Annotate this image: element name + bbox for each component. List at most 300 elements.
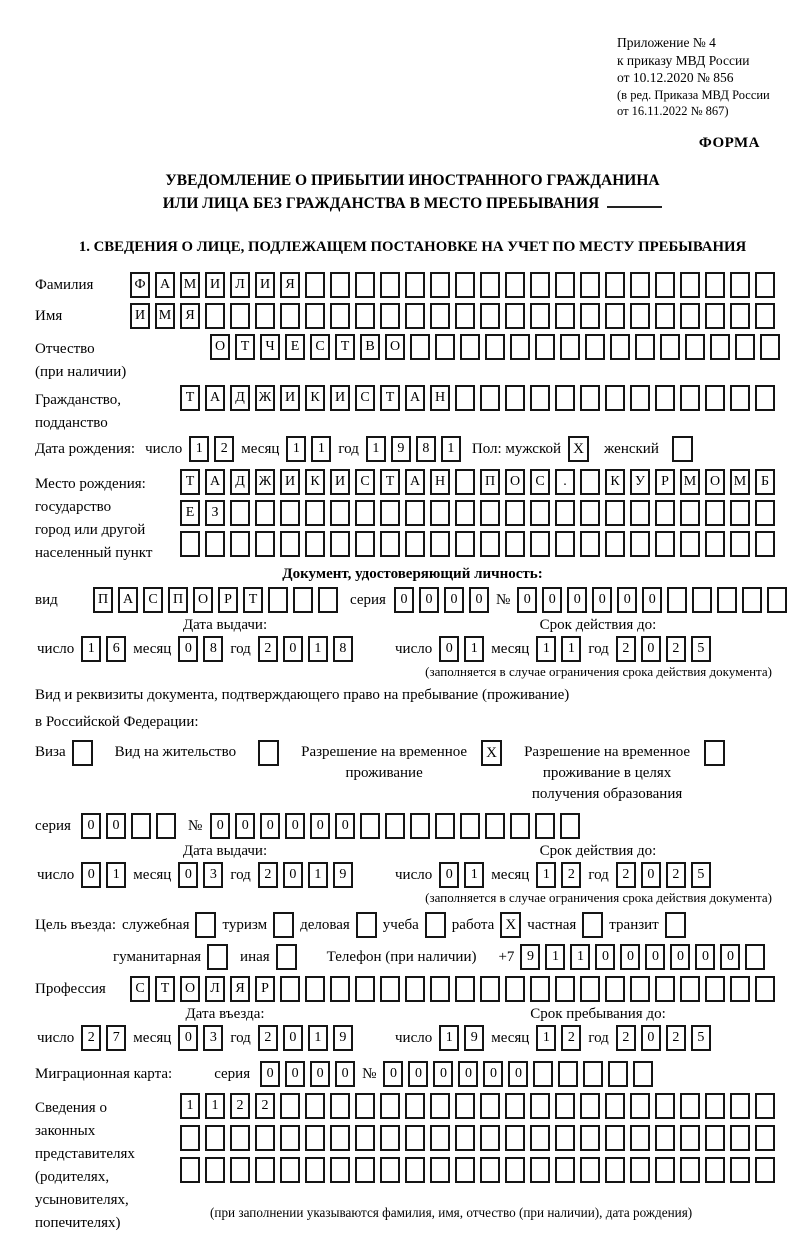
char-box[interactable] (660, 334, 680, 360)
char-box[interactable]: 1 (561, 636, 581, 662)
char-box[interactable]: С (355, 385, 375, 411)
char-box[interactable] (255, 500, 275, 526)
char-box[interactable] (230, 531, 250, 557)
char-box[interactable] (680, 385, 700, 411)
char-box[interactable] (655, 1093, 675, 1119)
char-box[interactable] (655, 1157, 675, 1183)
char-box[interactable] (555, 272, 575, 298)
char-box[interactable] (180, 531, 200, 557)
char-box[interactable]: 1 (570, 944, 590, 970)
char-box[interactable] (530, 272, 550, 298)
char-box[interactable]: 0 (592, 587, 612, 613)
char-box[interactable]: 9 (333, 862, 353, 888)
char-box[interactable]: 2 (258, 1025, 278, 1051)
char-box[interactable] (705, 1125, 725, 1151)
char-box[interactable]: И (330, 469, 350, 495)
char-box[interactable]: 1 (536, 862, 556, 888)
char-box[interactable] (705, 385, 725, 411)
char-box[interactable]: 0 (383, 1061, 403, 1087)
char-box[interactable]: 3 (203, 1025, 223, 1051)
char-box[interactable] (555, 303, 575, 329)
char-box[interactable] (255, 303, 275, 329)
char-box[interactable] (405, 500, 425, 526)
char-box[interactable] (380, 303, 400, 329)
char-box[interactable]: 9 (464, 1025, 484, 1051)
char-box[interactable]: 0 (469, 587, 489, 613)
char-box[interactable] (455, 500, 475, 526)
char-box[interactable] (655, 531, 675, 557)
char-box[interactable]: О (210, 334, 230, 360)
char-box[interactable] (355, 303, 375, 329)
char-box[interactable]: Л (230, 272, 250, 298)
char-box[interactable]: Т (335, 334, 355, 360)
char-box[interactable] (255, 531, 275, 557)
char-box[interactable]: 7 (106, 1025, 126, 1051)
char-box[interactable]: 2 (561, 1025, 581, 1051)
char-box[interactable]: Л (205, 976, 225, 1002)
char-box[interactable] (355, 976, 375, 1002)
char-box[interactable]: 0 (641, 862, 661, 888)
char-box[interactable]: 0 (283, 1025, 303, 1051)
char-box[interactable] (405, 976, 425, 1002)
char-box[interactable]: З (205, 500, 225, 526)
char-box[interactable] (530, 1157, 550, 1183)
char-box[interactable] (705, 1157, 725, 1183)
char-box[interactable] (330, 1157, 350, 1183)
char-box[interactable] (530, 500, 550, 526)
char-box[interactable] (455, 531, 475, 557)
char-box[interactable] (530, 1093, 550, 1119)
char-box[interactable] (583, 1061, 603, 1087)
char-box[interactable] (535, 334, 555, 360)
char-box[interactable]: 0 (260, 813, 280, 839)
char-box[interactable]: Я (180, 303, 200, 329)
char-box[interactable] (255, 1125, 275, 1151)
char-box[interactable]: Н (430, 469, 450, 495)
char-box[interactable] (605, 500, 625, 526)
char-box[interactable]: 8 (333, 636, 353, 662)
char-box[interactable]: 0 (283, 862, 303, 888)
char-box[interactable] (505, 1157, 525, 1183)
char-box[interactable]: 0 (433, 1061, 453, 1087)
char-box[interactable]: 0 (542, 587, 562, 613)
char-box[interactable] (730, 500, 750, 526)
char-box[interactable] (755, 976, 775, 1002)
char-box[interactable]: К (305, 469, 325, 495)
char-box[interactable] (280, 1125, 300, 1151)
char-box[interactable]: 0 (81, 813, 101, 839)
char-box[interactable] (180, 1157, 200, 1183)
char-box[interactable]: Е (180, 500, 200, 526)
char-box[interactable] (430, 1093, 450, 1119)
char-box[interactable]: 2 (561, 862, 581, 888)
char-box[interactable] (455, 1093, 475, 1119)
purpose-business-checkbox[interactable] (356, 912, 377, 938)
char-box[interactable] (205, 531, 225, 557)
char-box[interactable]: 1 (441, 436, 461, 462)
char-box[interactable] (330, 272, 350, 298)
char-box[interactable] (380, 272, 400, 298)
char-box[interactable]: 0 (335, 813, 355, 839)
char-box[interactable]: 2 (616, 636, 636, 662)
char-box[interactable]: Т (155, 976, 175, 1002)
char-box[interactable] (685, 334, 705, 360)
char-box[interactable] (480, 531, 500, 557)
char-box[interactable] (405, 1093, 425, 1119)
char-box[interactable] (730, 976, 750, 1002)
char-box[interactable] (705, 1093, 725, 1119)
char-box[interactable]: С (130, 976, 150, 1002)
char-box[interactable]: 0 (335, 1061, 355, 1087)
char-box[interactable]: 1 (308, 862, 328, 888)
char-box[interactable] (355, 531, 375, 557)
char-box[interactable]: 1 (189, 436, 209, 462)
char-box[interactable] (610, 334, 630, 360)
char-box[interactable]: 2 (666, 636, 686, 662)
char-box[interactable] (480, 385, 500, 411)
char-box[interactable] (405, 1157, 425, 1183)
char-box[interactable] (435, 334, 455, 360)
char-box[interactable]: 0 (642, 587, 662, 613)
char-box[interactable] (755, 385, 775, 411)
char-box[interactable] (755, 531, 775, 557)
char-box[interactable] (692, 587, 712, 613)
char-box[interactable]: 0 (178, 862, 198, 888)
char-box[interactable] (735, 334, 755, 360)
char-box[interactable] (485, 813, 505, 839)
char-box[interactable] (405, 531, 425, 557)
char-box[interactable]: 0 (310, 813, 330, 839)
char-box[interactable] (480, 303, 500, 329)
char-box[interactable] (430, 976, 450, 1002)
char-box[interactable]: 0 (641, 1025, 661, 1051)
char-box[interactable] (305, 1157, 325, 1183)
char-box[interactable]: 0 (439, 862, 459, 888)
char-box[interactable]: О (193, 587, 213, 613)
char-box[interactable] (630, 500, 650, 526)
char-box[interactable]: 0 (617, 587, 637, 613)
char-box[interactable]: 1 (308, 1025, 328, 1051)
char-box[interactable] (530, 976, 550, 1002)
char-box[interactable] (560, 813, 580, 839)
char-box[interactable] (580, 531, 600, 557)
char-box[interactable]: Д (230, 469, 250, 495)
char-box[interactable] (555, 1125, 575, 1151)
char-box[interactable] (305, 303, 325, 329)
char-box[interactable]: К (605, 469, 625, 495)
char-box[interactable] (510, 813, 530, 839)
char-box[interactable] (605, 272, 625, 298)
char-box[interactable] (380, 976, 400, 1002)
char-box[interactable] (680, 976, 700, 1002)
char-box[interactable] (680, 272, 700, 298)
char-box[interactable] (330, 531, 350, 557)
char-box[interactable]: М (180, 272, 200, 298)
char-box[interactable]: С (530, 469, 550, 495)
char-box[interactable] (580, 303, 600, 329)
char-box[interactable]: 5 (691, 862, 711, 888)
purpose-official-checkbox[interactable] (195, 912, 216, 938)
char-box[interactable]: Т (380, 469, 400, 495)
char-box[interactable] (280, 500, 300, 526)
char-box[interactable] (730, 303, 750, 329)
char-box[interactable]: Т (243, 587, 263, 613)
char-box[interactable] (455, 976, 475, 1002)
char-box[interactable] (355, 500, 375, 526)
char-box[interactable]: П (93, 587, 113, 613)
purpose-study-checkbox[interactable] (425, 912, 446, 938)
char-box[interactable]: Ч (260, 334, 280, 360)
char-box[interactable] (630, 1157, 650, 1183)
gender-female-checkbox[interactable] (672, 436, 693, 462)
char-box[interactable] (730, 1157, 750, 1183)
char-box[interactable]: 0 (419, 587, 439, 613)
char-box[interactable] (585, 334, 605, 360)
char-box[interactable]: 0 (439, 636, 459, 662)
char-box[interactable] (605, 976, 625, 1002)
char-box[interactable] (605, 303, 625, 329)
char-box[interactable] (430, 1157, 450, 1183)
char-box[interactable]: Р (218, 587, 238, 613)
char-box[interactable]: 0 (283, 636, 303, 662)
char-box[interactable]: И (280, 385, 300, 411)
char-box[interactable] (730, 531, 750, 557)
char-box[interactable] (555, 531, 575, 557)
char-box[interactable] (455, 1125, 475, 1151)
char-box[interactable] (405, 303, 425, 329)
char-box[interactable]: А (205, 469, 225, 495)
char-box[interactable] (330, 976, 350, 1002)
purpose-humanitarian-checkbox[interactable] (207, 944, 228, 970)
char-box[interactable]: 0 (178, 636, 198, 662)
char-box[interactable] (268, 587, 288, 613)
char-box[interactable] (480, 1093, 500, 1119)
char-box[interactable]: Б (755, 469, 775, 495)
char-box[interactable] (755, 1093, 775, 1119)
char-box[interactable]: О (385, 334, 405, 360)
char-box[interactable] (305, 500, 325, 526)
char-box[interactable] (755, 1157, 775, 1183)
char-box[interactable]: 9 (391, 436, 411, 462)
char-box[interactable] (605, 385, 625, 411)
char-box[interactable]: 2 (255, 1093, 275, 1119)
char-box[interactable] (355, 1157, 375, 1183)
char-box[interactable]: Т (180, 385, 200, 411)
char-box[interactable]: 0 (720, 944, 740, 970)
char-box[interactable]: 0 (408, 1061, 428, 1087)
char-box[interactable] (230, 1125, 250, 1151)
char-box[interactable] (380, 1093, 400, 1119)
char-box[interactable]: 9 (333, 1025, 353, 1051)
char-box[interactable] (305, 272, 325, 298)
char-box[interactable] (680, 1125, 700, 1151)
char-box[interactable]: М (730, 469, 750, 495)
char-box[interactable] (608, 1061, 628, 1087)
char-box[interactable]: И (330, 385, 350, 411)
char-box[interactable]: 0 (310, 1061, 330, 1087)
char-box[interactable]: Е (285, 334, 305, 360)
char-box[interactable]: А (205, 385, 225, 411)
char-box[interactable]: 2 (666, 1025, 686, 1051)
char-box[interactable] (730, 1125, 750, 1151)
char-box[interactable] (530, 385, 550, 411)
char-box[interactable] (355, 272, 375, 298)
char-box[interactable]: Ж (255, 385, 275, 411)
char-box[interactable] (355, 1125, 375, 1151)
char-box[interactable] (605, 1157, 625, 1183)
char-box[interactable] (505, 1125, 525, 1151)
purpose-other-checkbox[interactable] (276, 944, 297, 970)
char-box[interactable] (330, 500, 350, 526)
char-box[interactable]: С (143, 587, 163, 613)
char-box[interactable]: 0 (178, 1025, 198, 1051)
char-box[interactable] (655, 1125, 675, 1151)
char-box[interactable]: И (130, 303, 150, 329)
char-box[interactable]: И (280, 469, 300, 495)
char-box[interactable] (655, 272, 675, 298)
char-box[interactable]: Д (230, 385, 250, 411)
char-box[interactable]: 2 (81, 1025, 101, 1051)
char-box[interactable] (360, 813, 380, 839)
purpose-tourism-checkbox[interactable] (273, 912, 294, 938)
char-box[interactable] (305, 976, 325, 1002)
char-box[interactable]: 0 (260, 1061, 280, 1087)
char-box[interactable] (705, 303, 725, 329)
char-box[interactable] (380, 1157, 400, 1183)
char-box[interactable]: П (168, 587, 188, 613)
char-box[interactable] (505, 976, 525, 1002)
char-box[interactable] (455, 385, 475, 411)
char-box[interactable] (480, 1125, 500, 1151)
char-box[interactable]: 5 (691, 1025, 711, 1051)
char-box[interactable] (180, 1125, 200, 1151)
char-box[interactable] (280, 531, 300, 557)
char-box[interactable]: 1 (106, 862, 126, 888)
char-box[interactable] (630, 531, 650, 557)
char-box[interactable] (505, 385, 525, 411)
char-box[interactable] (131, 813, 151, 839)
char-box[interactable] (510, 334, 530, 360)
char-box[interactable]: 0 (645, 944, 665, 970)
char-box[interactable]: А (405, 469, 425, 495)
char-box[interactable] (318, 587, 338, 613)
char-box[interactable] (680, 303, 700, 329)
char-box[interactable] (230, 303, 250, 329)
char-box[interactable] (530, 1125, 550, 1151)
char-box[interactable]: 0 (641, 636, 661, 662)
char-box[interactable]: М (680, 469, 700, 495)
char-box[interactable]: Т (180, 469, 200, 495)
char-box[interactable] (705, 272, 725, 298)
char-box[interactable] (730, 1093, 750, 1119)
char-box[interactable] (755, 272, 775, 298)
char-box[interactable] (580, 1125, 600, 1151)
char-box[interactable] (280, 976, 300, 1002)
char-box[interactable]: 0 (567, 587, 587, 613)
char-box[interactable] (485, 334, 505, 360)
char-box[interactable]: 0 (394, 587, 414, 613)
char-box[interactable] (680, 1157, 700, 1183)
char-box[interactable]: 0 (106, 813, 126, 839)
char-box[interactable] (630, 303, 650, 329)
char-box[interactable] (710, 334, 730, 360)
char-box[interactable]: 0 (670, 944, 690, 970)
char-box[interactable] (555, 1093, 575, 1119)
char-box[interactable] (430, 303, 450, 329)
char-box[interactable] (330, 303, 350, 329)
char-box[interactable]: 0 (285, 813, 305, 839)
char-box[interactable] (280, 1157, 300, 1183)
char-box[interactable]: 1 (536, 1025, 556, 1051)
char-box[interactable]: 0 (444, 587, 464, 613)
char-box[interactable] (555, 976, 575, 1002)
char-box[interactable] (680, 531, 700, 557)
char-box[interactable] (730, 272, 750, 298)
char-box[interactable] (505, 1093, 525, 1119)
char-box[interactable]: И (205, 272, 225, 298)
char-box[interactable] (505, 303, 525, 329)
char-box[interactable]: . (555, 469, 575, 495)
char-box[interactable] (535, 813, 555, 839)
char-box[interactable] (460, 334, 480, 360)
char-box[interactable] (580, 469, 600, 495)
rvp-checkbox[interactable]: X (481, 740, 502, 766)
char-box[interactable] (580, 1093, 600, 1119)
char-box[interactable]: 1 (439, 1025, 459, 1051)
char-box[interactable]: Ж (255, 469, 275, 495)
char-box[interactable] (435, 813, 455, 839)
char-box[interactable] (293, 587, 313, 613)
char-box[interactable] (455, 303, 475, 329)
char-box[interactable]: 8 (203, 636, 223, 662)
char-box[interactable] (380, 531, 400, 557)
char-box[interactable] (555, 1157, 575, 1183)
char-box[interactable] (455, 272, 475, 298)
char-box[interactable] (630, 1125, 650, 1151)
char-box[interactable]: 2 (666, 862, 686, 888)
char-box[interactable]: С (310, 334, 330, 360)
char-box[interactable] (330, 1125, 350, 1151)
char-box[interactable]: 3 (203, 862, 223, 888)
char-box[interactable] (205, 303, 225, 329)
char-box[interactable]: Н (430, 385, 450, 411)
char-box[interactable] (530, 531, 550, 557)
char-box[interactable] (705, 500, 725, 526)
char-box[interactable]: У (630, 469, 650, 495)
char-box[interactable] (480, 976, 500, 1002)
char-box[interactable]: 1 (366, 436, 386, 462)
char-box[interactable] (717, 587, 737, 613)
char-box[interactable] (455, 1157, 475, 1183)
purpose-transit-checkbox[interactable] (665, 912, 686, 938)
char-box[interactable]: Р (255, 976, 275, 1002)
char-box[interactable]: Я (280, 272, 300, 298)
char-box[interactable]: 0 (508, 1061, 528, 1087)
char-box[interactable]: 1 (286, 436, 306, 462)
char-box[interactable] (380, 500, 400, 526)
char-box[interactable] (630, 272, 650, 298)
char-box[interactable]: Т (235, 334, 255, 360)
char-box[interactable] (205, 1157, 225, 1183)
char-box[interactable] (555, 385, 575, 411)
char-box[interactable] (480, 272, 500, 298)
char-box[interactable]: Ф (130, 272, 150, 298)
gender-male-checkbox[interactable]: X (568, 436, 589, 462)
rvp-education-checkbox[interactable] (704, 740, 725, 766)
char-box[interactable] (430, 500, 450, 526)
char-box[interactable]: 0 (695, 944, 715, 970)
char-box[interactable] (633, 1061, 653, 1087)
